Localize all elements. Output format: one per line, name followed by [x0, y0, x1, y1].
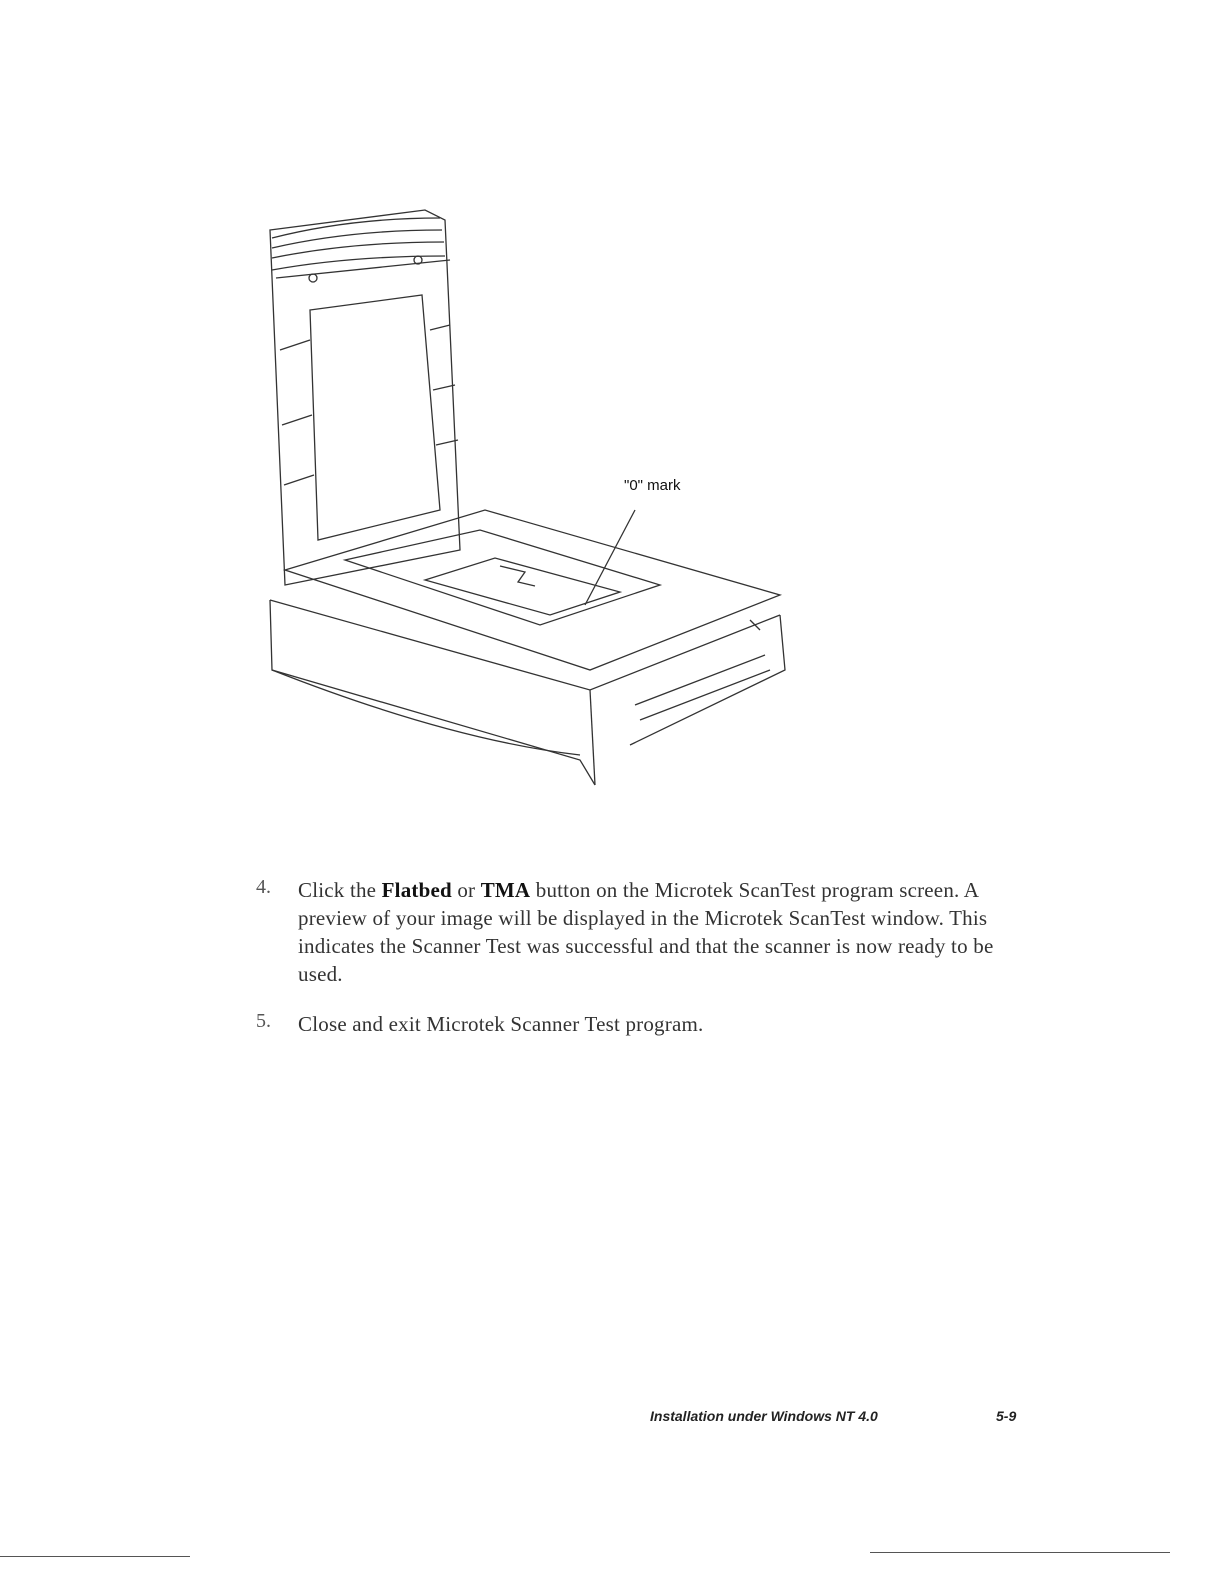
step-5 — [256, 1010, 1036, 1038]
flatbed-scanner-icon — [250, 200, 810, 800]
step-number: 4. — [256, 876, 271, 898]
tma-term: TMA — [480, 878, 531, 902]
step-text — [298, 876, 1018, 988]
scan-edge-left — [0, 1556, 190, 1557]
scan-edge-right — [870, 1552, 1170, 1553]
step-number: 5. — [256, 1010, 271, 1032]
footer-section-title: Installation under Windows NT 4.0 — [650, 1408, 878, 1424]
zero-mark-callout: "0" mark — [624, 477, 681, 494]
step-text-part: Click the — [298, 878, 382, 902]
flatbed-term: Flatbed — [381, 878, 452, 902]
step-text-part: or — [451, 878, 481, 902]
step-text: Close and exit Microtek Scanner Test program. — [298, 1012, 704, 1036]
step-4 — [256, 876, 1036, 988]
step-text-part: button on the Microtek ScanTest program screen. A preview of your image will be displayed in the Microtek ScanTest window. This indicates the Scanner Test was successful and that the scanner is now ready to be used. — [298, 878, 994, 986]
instruction-steps — [256, 876, 1036, 1060]
scanner-illustration — [250, 200, 810, 800]
footer-page-number: 5-9 — [996, 1408, 1017, 1424]
